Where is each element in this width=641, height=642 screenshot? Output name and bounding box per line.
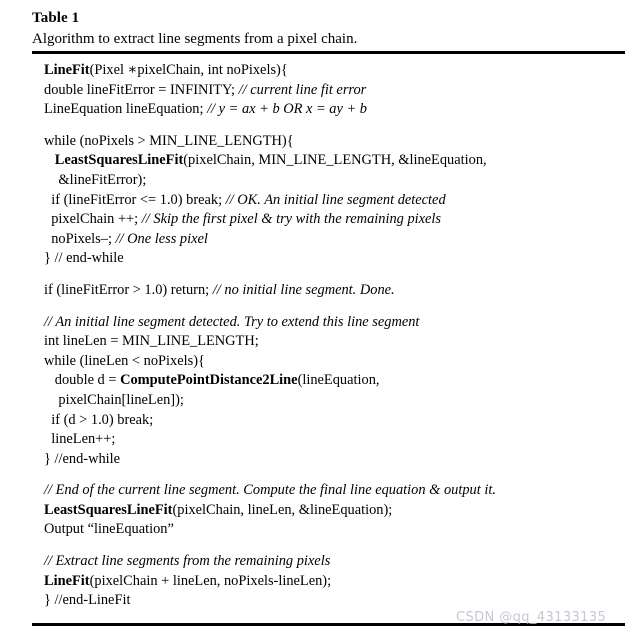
code-text-run: &lineFitError); [44,171,147,188]
code-line [44,61,629,81]
code-line [44,411,629,431]
code-line [44,230,629,250]
code-line [44,151,629,171]
code-line [44,430,629,450]
code-line [44,591,629,611]
code-line [44,501,629,521]
code-function-name-run: LeastSquaresLineFit [54,152,184,169]
code-line [44,191,629,211]
code-text-run: (lineEquation, [297,372,380,389]
code-comment-run: // OK. An initial line segment detected [225,191,446,208]
code-line [44,391,629,411]
code-line [44,332,629,352]
code-function-name-run: ComputePointDistance2Line [120,372,298,389]
code-comment-run: // current line fit error [238,81,367,98]
code-text-run: if (lineFitError > 1.0) return; [44,281,213,298]
code-function-name-run: LineFit [44,62,90,78]
code-comment-run: // End of the current line segment. Compute the final line equation & output it. [44,482,496,499]
algorithm-code-block [44,61,629,611]
code-line [44,450,629,470]
code-line [44,210,629,230]
code-text-run: } //end-while [44,450,121,467]
csdn-watermark: CSDN @qq_43133135 [456,610,607,625]
code-line [44,371,629,391]
code-function-name-run: LineFit [44,572,90,589]
code-comment-run: // no initial line segment. Done. [212,281,395,298]
code-line [44,481,629,501]
code-line [44,171,629,191]
code-comment-run: // One less pixel [115,230,208,247]
code-text-run: LineEquation lineEquation; [44,101,208,118]
code-text-run: (Pixel ∗pixelChain, int noPixels){ [89,62,288,78]
code-line [44,132,629,152]
code-line [44,552,629,572]
code-line [44,100,629,120]
code-line [44,352,629,372]
code-comment-run: // Extract line segments from the remaining pixels [44,553,331,570]
code-text-run: if (lineFitError <= 1.0) break; [44,191,226,208]
code-text-run: noPixels–; [44,230,116,247]
code-text-run: while (noPixels > MIN_LINE_LENGTH){ [44,132,294,149]
code-text-run: (pixelChain, MIN_LINE_LENGTH, &lineEquation, [183,152,487,169]
code-text-run: double d = [44,372,121,389]
code-text-run [44,152,55,168]
code-function-name-run: LeastSquaresLineFit [44,501,173,518]
table-top-rule [32,51,625,54]
table-caption-text: Algorithm to extract line segments from a pixel chain. [32,31,358,47]
code-line [44,313,629,333]
code-text-run: int lineLen = MIN_LINE_LENGTH; [44,333,259,350]
code-text-run: Output “lineEquation” [44,521,174,538]
code-text-run: double lineFitError = INFINITY; [44,81,239,98]
table-caption-block [32,8,626,50]
code-text-run: while (lineLen < noPixels){ [44,352,205,369]
code-text-run: lineLen++; [44,431,116,448]
code-text-run: } // end-while [44,250,124,267]
code-text-run: (pixelChain, lineLen, &lineEquation); [172,501,393,518]
code-comment-run: // y = ax + b OR x = ay + b [207,101,367,118]
code-text-run: if (d > 1.0) break; [44,411,154,428]
code-text-run: pixelChain ++; [44,211,142,228]
code-line [44,281,629,301]
code-line [44,249,629,269]
code-text-run: pixelChain[lineLen]); [44,391,184,408]
code-line [44,572,629,592]
code-text-run: } //end-LineFit [44,592,131,609]
code-line [44,81,629,101]
table-number-label: Table 1 [32,10,80,26]
code-line [44,520,629,540]
code-comment-run: // Skip the first pixel & try with the remaining pixels [141,211,442,228]
code-text-run: (pixelChain + lineLen, noPixels-lineLen); [89,572,332,589]
code-comment-run: // An initial line segment detected. Try to extend this line segment [44,313,420,330]
